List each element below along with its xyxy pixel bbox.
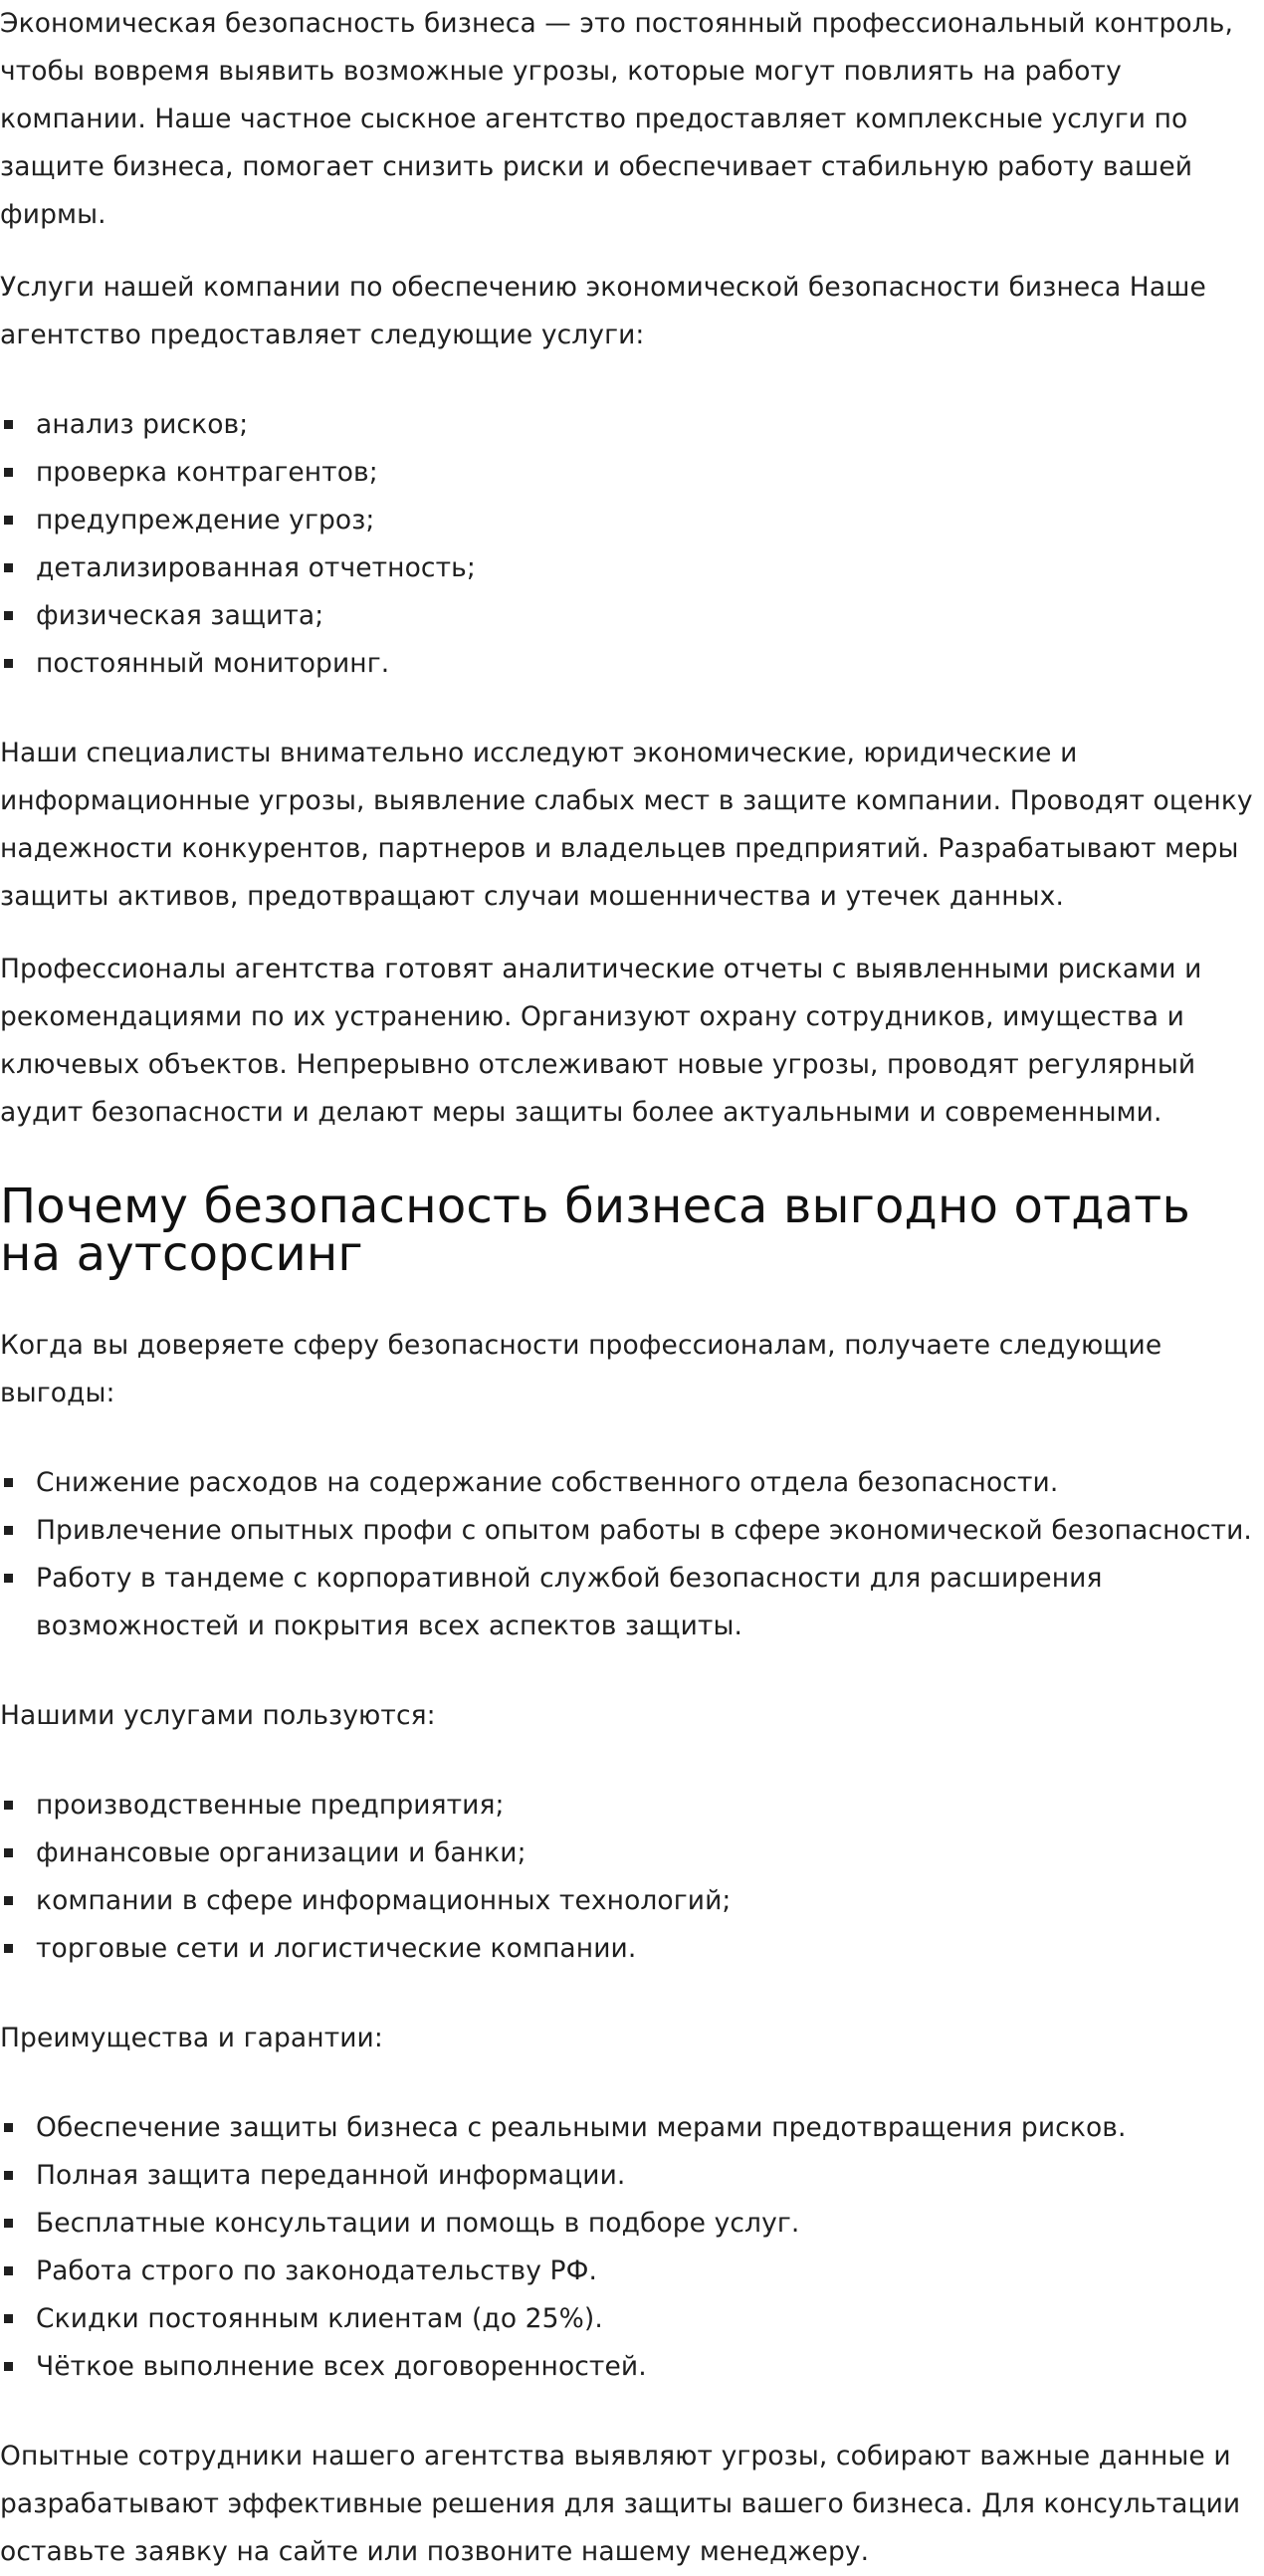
list-item bbox=[0, 2104, 1264, 2152]
list-item bbox=[0, 1507, 1264, 1555]
list-item-text: Скидки постоянным клиентам (до 25%). bbox=[36, 2303, 603, 2334]
list-item-text: постоянный мониторинг. bbox=[36, 648, 390, 679]
square-bullet-icon bbox=[4, 563, 13, 572]
benefits-list bbox=[0, 1459, 1264, 1650]
square-bullet-icon bbox=[4, 1478, 13, 1487]
services-list bbox=[0, 401, 1264, 688]
list-item bbox=[0, 401, 1264, 449]
list-item bbox=[0, 1829, 1264, 1877]
list-item-text: детализированная отчетность; bbox=[36, 552, 476, 583]
list-item-text: Чёткое выполнение всех договоренностей. bbox=[36, 2351, 647, 2382]
list-item bbox=[0, 1459, 1264, 1507]
advantages-list bbox=[0, 2104, 1264, 2391]
list-item-text: финансовые организации и банки; bbox=[36, 1837, 527, 1868]
square-bullet-icon bbox=[4, 1526, 13, 1535]
square-bullet-icon bbox=[4, 420, 13, 429]
specialists-paragraph: Наши специалисты внимательно исследуют экономические, юридические и информационные угрозы, выявление слабых мест в защите компании. Проводят оценку надежности конкурентов, партнеров и владельцев предприятий. Разрабатывают меры защиты активов, предотвращают случаи мошенничества и утечек данных. bbox=[0, 738, 1253, 912]
square-bullet-icon bbox=[4, 1896, 13, 1905]
list-item-text: анализ рисков; bbox=[36, 409, 249, 440]
list-item-text: Полная защита переданной информации. bbox=[36, 2160, 626, 2191]
list-item-text: Обеспечение защиты бизнеса с реальными мерами предотвращения рисков. bbox=[36, 2112, 1127, 2143]
intro-paragraph: Экономическая безопасность бизнеса — это постоянный профессиональный контроль, чтобы вовремя выявить возможные угрозы, которые могут повлиять на работу компании. Наше частное сыскное агентство предоставляет комплексные услуги по защите бизнеса, помогает снизить риски и обеспечивает стабильную работу вашей фирмы. bbox=[0, 8, 1233, 230]
list-item-text: производственные предприятия; bbox=[36, 1790, 505, 1821]
list-item-text: Снижение расходов на содержание собственного отдела безопасности. bbox=[36, 1467, 1059, 1498]
square-bullet-icon bbox=[4, 2362, 13, 2371]
square-bullet-icon bbox=[4, 516, 13, 525]
list-item bbox=[0, 2200, 1264, 2248]
square-bullet-icon bbox=[4, 2266, 13, 2275]
list-item-text: предупреждение угроз; bbox=[36, 505, 375, 536]
closing-paragraph: Опытные сотрудники нашего агентства выявляют угрозы, собирают важные данные и разрабатывают эффективные решения для защиты вашего бизнеса. Для консультации оставьте заявку на сайте или позвоните нашему менеджеру. bbox=[0, 2441, 1241, 2567]
list-item-text: Привлечение опытных профи с опытом работы в сфере экономической безопасности. bbox=[36, 1515, 1252, 1546]
clients-list bbox=[0, 1782, 1264, 1973]
list-item bbox=[0, 1555, 1264, 1650]
list-item bbox=[0, 544, 1264, 592]
square-bullet-icon bbox=[4, 2123, 13, 2132]
list-item-text: компании в сфере информационных технологий; bbox=[36, 1885, 732, 1916]
list-item bbox=[0, 592, 1264, 640]
list-item bbox=[0, 2343, 1264, 2391]
list-item-text: Бесплатные консультации и помощь в подборе услуг. bbox=[36, 2208, 800, 2239]
square-bullet-icon bbox=[4, 1848, 13, 1857]
list-item bbox=[0, 449, 1264, 497]
list-item-text: Работа строго по законодательству РФ. bbox=[36, 2255, 598, 2286]
list-item bbox=[0, 2295, 1264, 2343]
square-bullet-icon bbox=[4, 2314, 13, 2323]
square-bullet-icon bbox=[4, 468, 13, 477]
list-item-text: торговые сети и логистические компании. bbox=[36, 1933, 637, 1964]
list-item bbox=[0, 1925, 1264, 1973]
professionals-paragraph: Профессионалы агентства готовят аналитические отчеты с выявленными рисками и рекомендациями по их устранению. Организуют охрану сотрудников, имущества и ключевых объектов. Непрерывно отслеживают новые угрозы, проводят регулярный аудит безопасности и делают меры защиты более актуальными и современными. bbox=[0, 954, 1202, 1128]
square-bullet-icon bbox=[4, 659, 13, 668]
list-item bbox=[0, 1782, 1264, 1829]
list-item bbox=[0, 2248, 1264, 2295]
list-item-text: проверка контрагентов; bbox=[36, 457, 378, 488]
square-bullet-icon bbox=[4, 2219, 13, 2228]
benefits-lead: Когда вы доверяете сферу безопасности профессионалам, получаете следующие выгоды: bbox=[0, 1330, 1162, 1408]
square-bullet-icon bbox=[4, 1944, 13, 1953]
list-item bbox=[0, 1877, 1264, 1925]
list-item bbox=[0, 640, 1264, 688]
square-bullet-icon bbox=[4, 2171, 13, 2180]
list-item bbox=[0, 2152, 1264, 2200]
square-bullet-icon bbox=[4, 611, 13, 620]
clients-lead: Нашими услугами пользуются: bbox=[0, 1700, 436, 1731]
list-item-text: физическая защита; bbox=[36, 600, 324, 631]
square-bullet-icon bbox=[4, 1574, 13, 1583]
advantages-lead: Преимущества и гарантии: bbox=[0, 2023, 383, 2053]
outsourcing-heading: Почему безопасность бизнеса выгодно отдать на аутсорсинг bbox=[0, 1179, 1190, 1282]
list-item bbox=[0, 497, 1264, 544]
services-intro-paragraph: Услуги нашей компании по обеспечению экономической безопасности бизнеса Наше агентство предоставляет следующие услуги: bbox=[0, 272, 1206, 350]
square-bullet-icon bbox=[4, 1801, 13, 1810]
list-item-text: Работу в тандеме с корпоративной службой безопасности для расширения возможностей и покрытия всех аспектов защиты. bbox=[36, 1563, 1103, 1641]
